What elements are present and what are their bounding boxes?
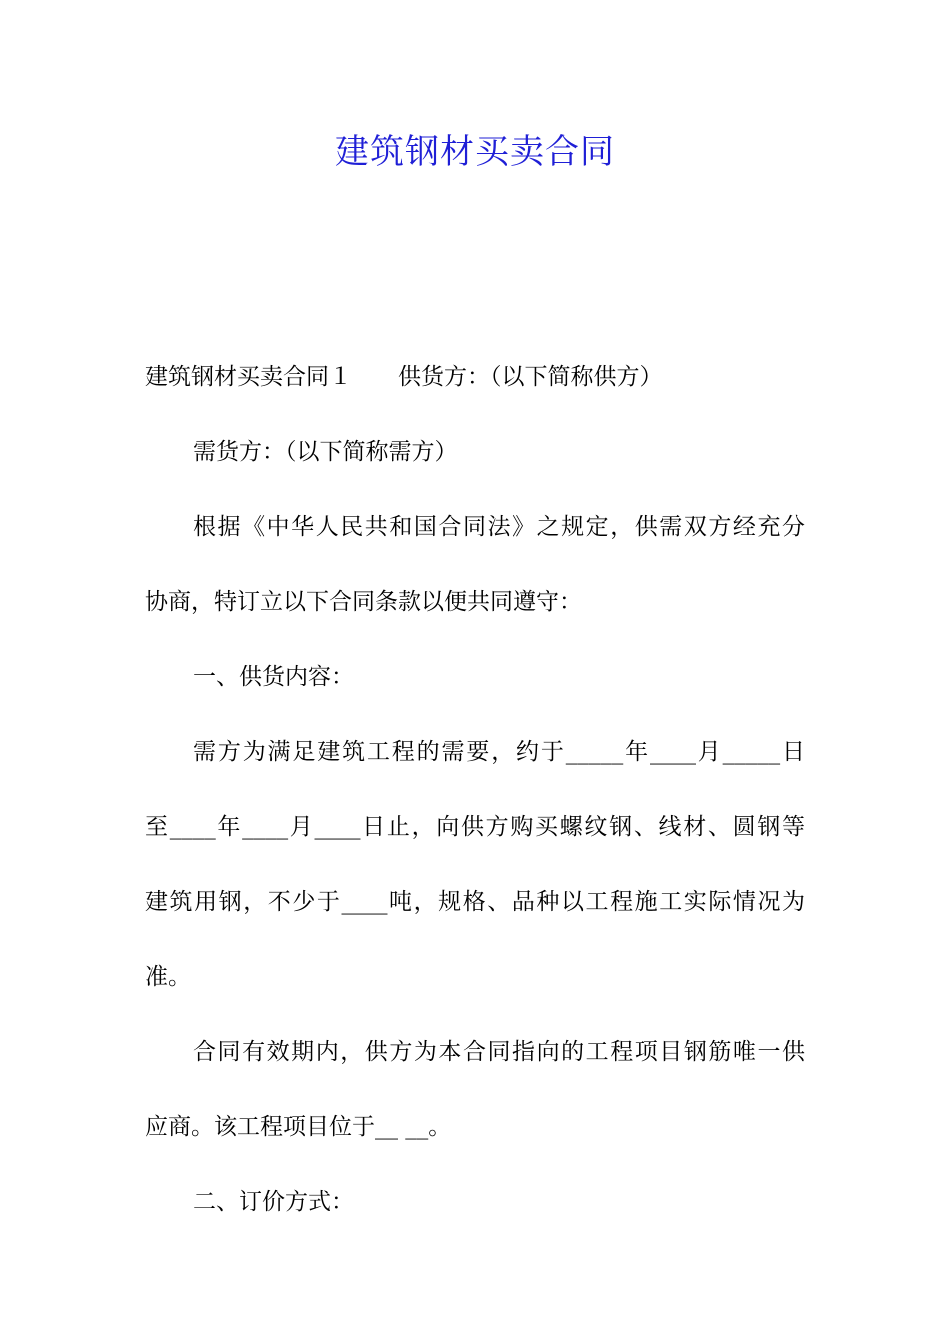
document-body: [145, 340, 805, 1240]
paragraph-line: 需方为满足建筑工程的需要，约于_____年____月_____日: [193, 739, 805, 765]
section-heading: 一、供货内容：: [193, 664, 354, 690]
section-heading: 二、订价方式：: [193, 1189, 354, 1215]
supplier-text: 供货方：（以下简称供方）: [398, 364, 663, 390]
contract-heading-text: 建筑钢材买卖合同１: [145, 364, 352, 390]
paragraph-line: 合同有效期内，供方为本合同指向的工程项目钢筋唯一供: [193, 1039, 805, 1065]
paragraph-line: 根据《中华人民共和国合同法》之规定，供需双方经充分: [193, 514, 805, 540]
paragraph-line: 建筑用钢，不少于____吨，规格、品种以工程施工实际情况为: [145, 889, 805, 915]
paragraph-line: 准。: [145, 964, 191, 990]
paragraph-line: 应商。该工程项目位于__ __。: [145, 1114, 452, 1140]
document-title: 建筑钢材买卖合同: [335, 132, 615, 172]
paragraph-line: 需货方：（以下简称需方）: [193, 439, 458, 465]
paragraph-line: [145, 340, 805, 415]
paragraph-line: 协商，特订立以下合同条款以便共同遵守：: [145, 589, 582, 615]
paragraph-line: 至____年____月____日止，向供方购买螺纹钢、线材、圆钢等: [145, 814, 805, 840]
